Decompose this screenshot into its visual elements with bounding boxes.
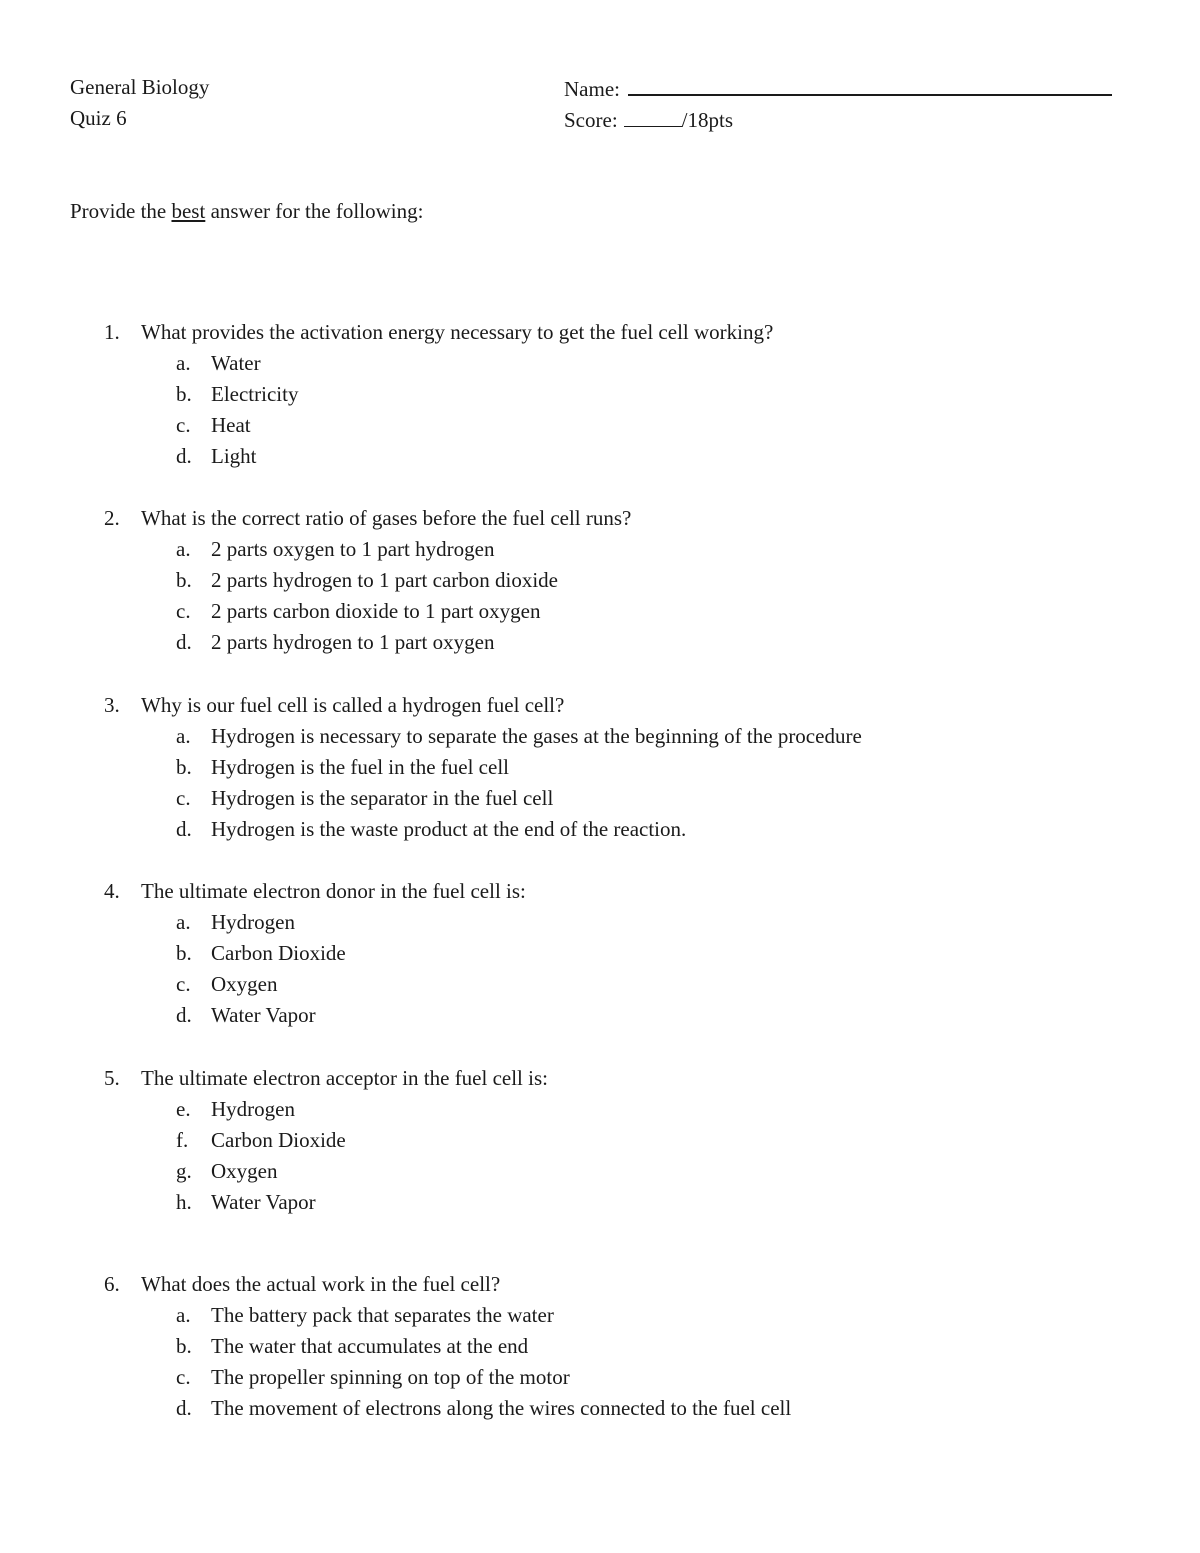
option-text: Light xyxy=(211,444,257,468)
question-1 xyxy=(0,317,1200,472)
option-item xyxy=(0,379,1200,410)
instructions-emphasis: best xyxy=(171,199,206,223)
option-text: Water xyxy=(211,351,261,375)
option-text: 2 parts oxygen to 1 part hydrogen xyxy=(211,537,495,561)
option-letter: d. xyxy=(176,1396,192,1420)
option-item xyxy=(0,1362,1200,1393)
option-item xyxy=(0,1331,1200,1362)
option-letter: d. xyxy=(176,1003,192,1027)
option-letter: b. xyxy=(176,755,192,779)
course-title: General Biology xyxy=(70,75,210,99)
option-item xyxy=(0,783,1200,814)
option-item xyxy=(0,410,1200,441)
question-text: The ultimate electron acceptor in the fuel cell is: xyxy=(141,1066,548,1090)
option-item xyxy=(0,441,1200,472)
question-text: What does the actual work in the fuel cell? xyxy=(141,1272,501,1296)
option-item xyxy=(0,938,1200,969)
option-item xyxy=(0,1156,1200,1187)
question-2 xyxy=(0,503,1200,658)
option-text: Water Vapor xyxy=(211,1003,316,1027)
option-letter: d. xyxy=(176,630,192,654)
question-number: 1. xyxy=(104,320,120,344)
option-item xyxy=(0,814,1200,845)
question-4 xyxy=(0,876,1200,1031)
option-text: Carbon Dioxide xyxy=(211,1128,346,1152)
option-letter: c. xyxy=(176,786,191,810)
question-number: 5. xyxy=(104,1066,120,1090)
question-number: 3. xyxy=(104,693,120,717)
option-text: Hydrogen is the separator in the fuel cell xyxy=(211,786,554,810)
option-letter: b. xyxy=(176,568,192,592)
question-stem xyxy=(0,1063,1200,1094)
option-item xyxy=(0,1187,1200,1218)
option-text: Electricity xyxy=(211,382,299,406)
header-left xyxy=(70,72,209,134)
option-letter: b. xyxy=(176,1334,192,1358)
option-letter: c. xyxy=(176,1365,191,1389)
question-stem xyxy=(0,690,1200,721)
option-text: Oxygen xyxy=(211,972,278,996)
option-text: 2 parts hydrogen to 1 part oxygen xyxy=(211,630,495,654)
question-stem xyxy=(0,876,1200,907)
question-5 xyxy=(0,1063,1200,1218)
option-item xyxy=(0,721,1200,752)
option-letter: a. xyxy=(176,910,191,934)
name-label: Name: xyxy=(564,77,620,101)
question-text: Why is our fuel cell is called a hydrogen fuel cell? xyxy=(141,693,565,717)
question-stem xyxy=(0,1269,1200,1300)
question-stem xyxy=(0,317,1200,348)
option-letter: a. xyxy=(176,351,191,375)
question-text: What is the correct ratio of gases before the fuel cell runs? xyxy=(141,506,632,530)
option-letter: c. xyxy=(176,413,191,437)
option-text: 2 parts hydrogen to 1 part carbon dioxide xyxy=(211,568,558,592)
option-text: Oxygen xyxy=(211,1159,278,1183)
name-row xyxy=(564,72,1112,105)
option-item xyxy=(0,969,1200,1000)
header-right xyxy=(564,72,1112,136)
question-6 xyxy=(0,1269,1200,1424)
option-item xyxy=(0,534,1200,565)
option-letter: d. xyxy=(176,817,192,841)
option-item xyxy=(0,596,1200,627)
option-letter: g. xyxy=(176,1159,192,1183)
option-item xyxy=(0,348,1200,379)
option-text: Hydrogen is necessary to separate the gases at the beginning of the procedure xyxy=(211,724,862,748)
quiz-title: Quiz 6 xyxy=(70,106,127,130)
question-stem xyxy=(0,503,1200,534)
question-3 xyxy=(0,690,1200,845)
instructions-after: answer for the following: xyxy=(205,199,424,223)
score-blank-line xyxy=(624,106,682,127)
option-text: Carbon Dioxide xyxy=(211,941,346,965)
score-row xyxy=(564,105,1112,136)
option-item xyxy=(0,907,1200,938)
option-letter: b. xyxy=(176,382,192,406)
option-item xyxy=(0,1300,1200,1331)
option-item xyxy=(0,627,1200,658)
option-text: Hydrogen xyxy=(211,1097,295,1121)
option-letter: a. xyxy=(176,1303,191,1327)
option-letter: a. xyxy=(176,537,191,561)
option-text: The movement of electrons along the wires connected to the fuel cell xyxy=(211,1396,792,1420)
option-letter: f. xyxy=(176,1128,189,1152)
option-text: 2 parts carbon dioxide to 1 part oxygen xyxy=(211,599,541,623)
score-total: /18pts xyxy=(681,108,733,132)
option-text: Heat xyxy=(211,413,251,437)
option-text: The water that accumulates at the end xyxy=(211,1334,529,1358)
option-text: The battery pack that separates the water xyxy=(211,1303,554,1327)
option-letter: b. xyxy=(176,941,192,965)
option-text: Water Vapor xyxy=(211,1190,316,1214)
name-blank-line xyxy=(628,72,1112,96)
instructions-before: Provide the xyxy=(70,199,172,223)
option-letter: c. xyxy=(176,972,191,996)
option-item xyxy=(0,752,1200,783)
option-letter: a. xyxy=(176,724,191,748)
option-letter: e. xyxy=(176,1097,191,1121)
option-letter: c. xyxy=(176,599,191,623)
option-text: Hydrogen is the waste product at the end of the reaction. xyxy=(211,817,687,841)
question-text: What provides the activation energy necessary to get the fuel cell working? xyxy=(141,320,774,344)
option-item xyxy=(0,1125,1200,1156)
score-label: Score: xyxy=(564,108,618,132)
option-text: Hydrogen is the fuel in the fuel cell xyxy=(211,755,509,779)
question-number: 4. xyxy=(104,879,120,903)
option-text: Hydrogen xyxy=(211,910,295,934)
option-item xyxy=(0,565,1200,596)
option-letter: d. xyxy=(176,444,192,468)
question-text: The ultimate electron donor in the fuel cell is: xyxy=(141,879,526,903)
question-number: 6. xyxy=(104,1272,120,1296)
option-text: The propeller spinning on top of the motor xyxy=(211,1365,570,1389)
option-item xyxy=(0,1094,1200,1125)
option-item xyxy=(0,1000,1200,1031)
instructions xyxy=(70,196,423,227)
option-letter: h. xyxy=(176,1190,192,1214)
question-number: 2. xyxy=(104,506,120,530)
option-item xyxy=(0,1393,1200,1424)
